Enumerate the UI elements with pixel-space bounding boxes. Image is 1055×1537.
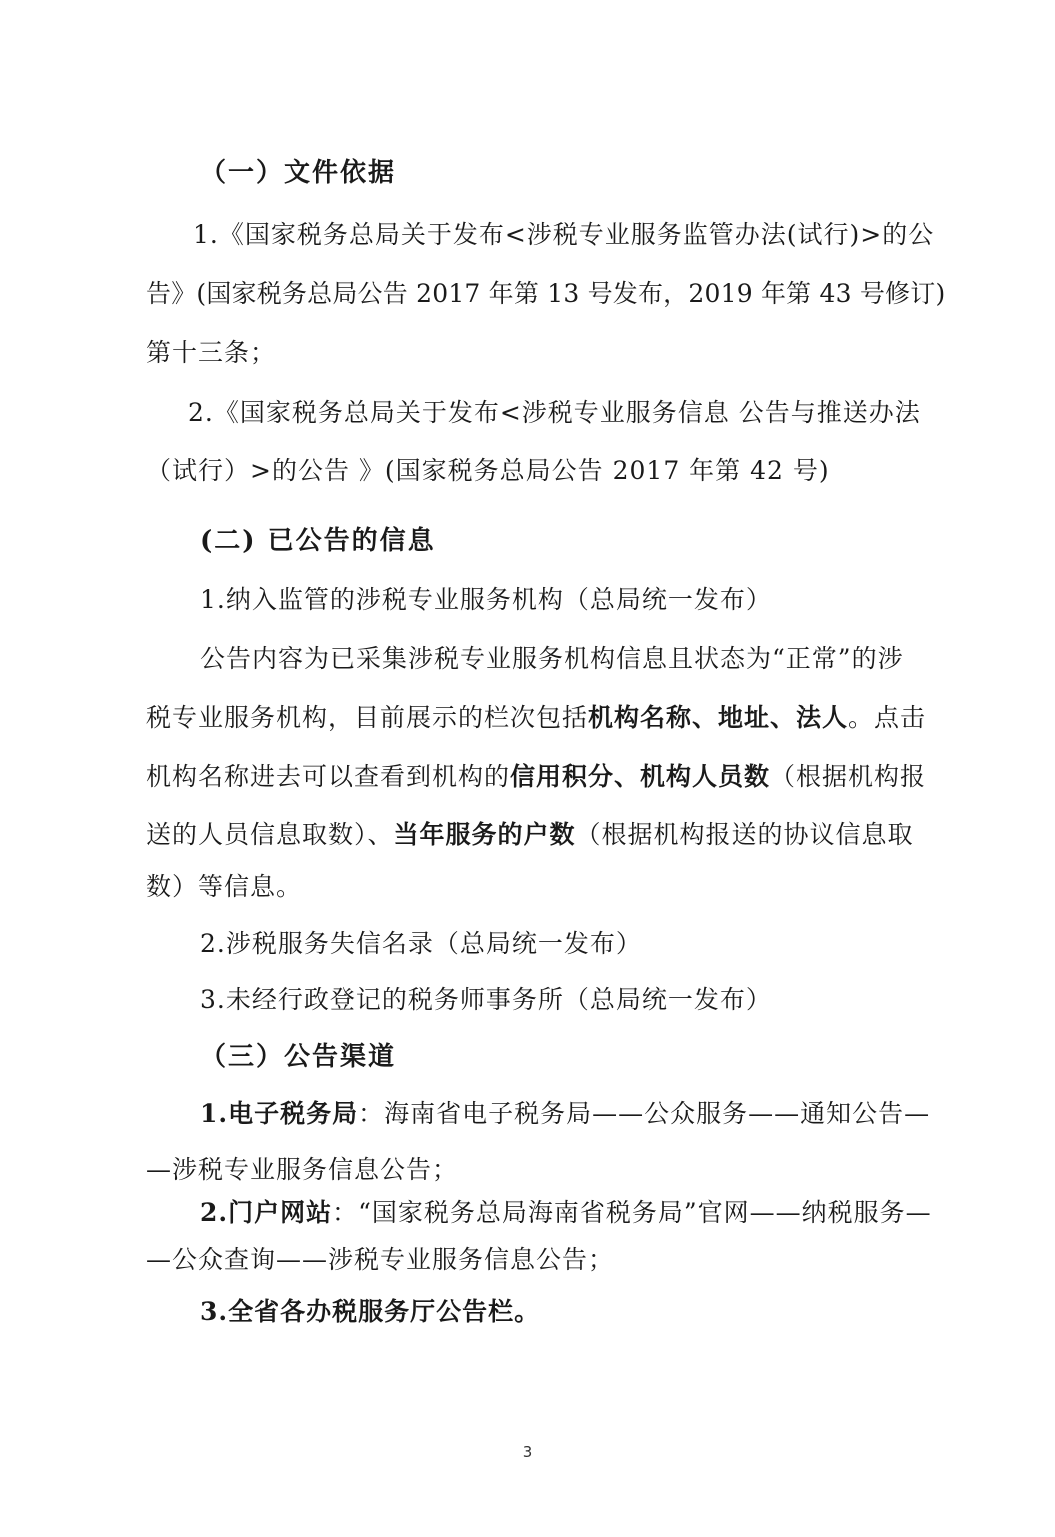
section1-item2-line1: 2.《国家税务总局关于发布<涉税专业服务信息 公告与推送办法 (188, 398, 921, 427)
desc-line2-bold: 机构名称、地址、法人 (588, 703, 849, 732)
desc-line4-bold: 当年服务的户数 (393, 820, 576, 849)
section1-item1-line3: 第十三条； (146, 338, 277, 367)
section2-item1-desc-line3 (146, 760, 926, 794)
section2-item3: 3.未经行政登记的税务师事务所（总局统一发布） (200, 985, 772, 1014)
section2-heading: (二) 已公告的信息 (200, 526, 436, 556)
desc-line4-text-c: （根据机构报送的协议信息取 (575, 820, 914, 849)
section3-heading: （三）公告渠道 (200, 1042, 397, 1072)
page-number: 3 (522, 1443, 533, 1461)
desc-line4-text-a: 送的人员信息取数）、 (146, 820, 394, 849)
section3-item1-line1 (200, 1097, 930, 1131)
section3-item1-label: 1.电子税务局 (200, 1099, 359, 1128)
section1-item1-line1: 1.《国家税务总局关于发布<涉税专业服务监管办法(试行)>的公 (193, 220, 935, 249)
section2-item1-desc-line4 (146, 818, 914, 852)
section2-item1-desc-line5: 数）等信息。 (146, 872, 303, 901)
section3-item1-rest: ：海南省电子税务局——公众服务——通知公告— (358, 1099, 931, 1128)
section3-item3: 3.全省各办税服务厅公告栏。 (200, 1297, 541, 1326)
section3-item2-label: 2.门户网站 (200, 1198, 333, 1227)
section1-heading: （一）文件依据 (200, 158, 397, 188)
section3-item2-line2: —公众查询——涉税专业服务信息公告； (146, 1245, 615, 1274)
section2-item1-desc-line1: 公告内容为已采集涉税专业服务机构信息且状态为“正常”的涉 (200, 644, 904, 673)
desc-line3-text-a: 机构名称进去可以查看到机构的 (146, 762, 511, 791)
desc-line2-text-c: 。点击 (848, 703, 927, 732)
section3-item2-line1 (200, 1196, 932, 1230)
desc-line3-text-c: （根据机构报 (770, 762, 927, 791)
section1-item1-line2: 告》(国家税务总局公告 2017 年第 13 号发布，2019 年第 43 号修订) (146, 279, 946, 308)
desc-line3-bold: 信用积分、机构人员数 (510, 762, 771, 791)
section2-item1-desc-line2 (146, 701, 926, 735)
section3-item2-rest: ：“国家税务总局海南省税务局”官网——纳税服务— (332, 1198, 932, 1227)
section2-item1-title: 1.纳入监管的涉税专业服务机构（总局统一发布） (200, 585, 772, 614)
section1-item2-line2: （试行）>的公告 》(国家税务总局公告 2017 年第 42 号) (146, 456, 830, 485)
desc-line2-text-a: 税专业服务机构，目前展示的栏次包括 (146, 703, 589, 732)
section3-item1-line2: —涉税专业服务信息公告； (146, 1155, 459, 1184)
section2-item2: 2.涉税服务失信名录（总局统一发布） (200, 929, 642, 958)
